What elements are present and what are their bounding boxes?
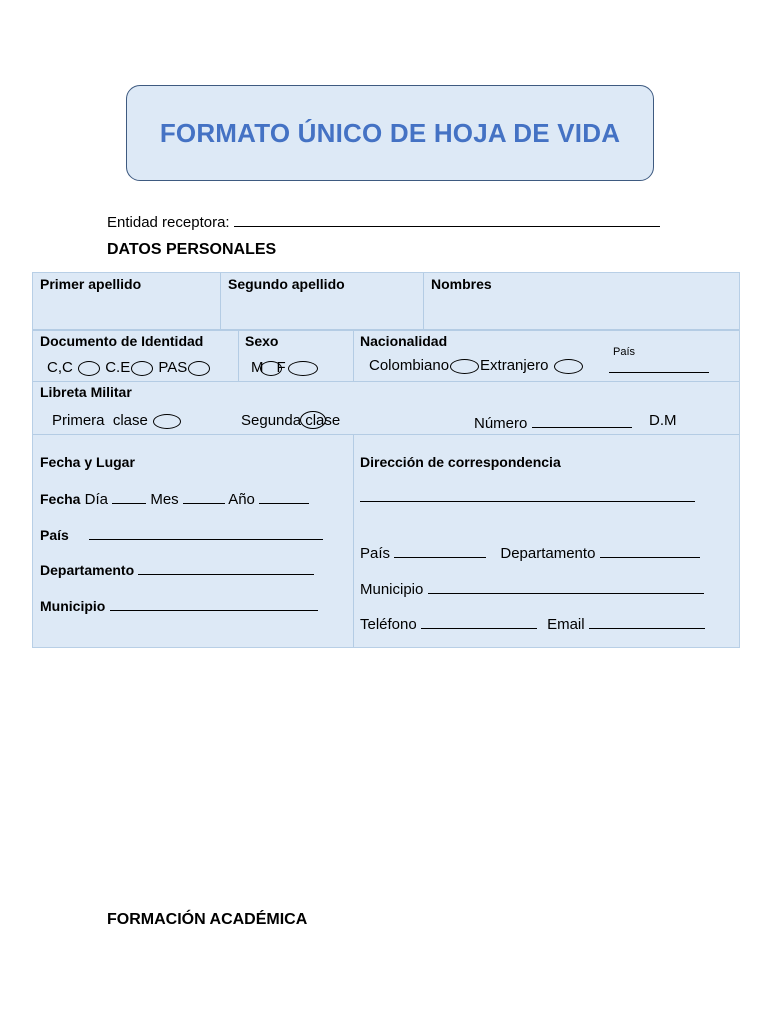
documento-options	[47, 359, 211, 377]
form-title: FORMATO ÚNICO DE HOJA DE VIDA	[159, 117, 621, 148]
numero-line[interactable]	[532, 412, 632, 428]
corr-departamento-label: Departamento	[500, 545, 596, 562]
doc-ce-label: C.E	[105, 359, 131, 376]
extranjero-label: Extranjero	[480, 357, 549, 374]
extranjero-radio[interactable]	[554, 359, 583, 374]
direccion-line[interactable]	[360, 486, 695, 502]
segunda-clase-radio[interactable]	[300, 411, 326, 429]
section-formacion-academica: FORMACIÓN ACADÉMICA	[107, 911, 308, 928]
correspondencia-pais-depto	[360, 542, 700, 563]
nombres-label: Nombres	[431, 276, 492, 292]
pais-nacimiento-line[interactable]	[89, 524, 323, 540]
corr-municipio-field[interactable]	[360, 578, 704, 599]
mes-label: Mes	[150, 491, 179, 508]
section-datos-personales: DATOS PERSONALES	[107, 241, 277, 258]
direccion-field[interactable]	[360, 486, 695, 507]
corr-telefono-email	[360, 613, 705, 634]
primera-clase-label: Primera clase	[52, 412, 148, 429]
fecha-lugar-label: Fecha y Lugar	[40, 454, 135, 470]
segunda-clase-label: Segunda clase	[241, 412, 341, 429]
corr-email-label: Email	[547, 616, 585, 633]
corr-pais-line[interactable]	[394, 542, 486, 558]
corr-pais-label: País	[360, 545, 391, 562]
libreta-militar-label: Libreta Militar	[40, 384, 132, 400]
doc-pas-label: PAS	[158, 359, 188, 376]
pais-small-label: País	[613, 346, 636, 358]
sexo-options	[251, 359, 319, 377]
colombiano-radio[interactable]	[450, 359, 479, 374]
doc-ce-radio[interactable]	[131, 361, 153, 376]
corr-municipio-label: Municipio	[360, 581, 424, 598]
corr-municipio-line[interactable]	[428, 578, 704, 594]
corr-telefono-line[interactable]	[421, 613, 537, 629]
pais-nacimiento-label: País	[40, 527, 69, 543]
corr-email-line[interactable]	[589, 613, 705, 629]
corr-departamento-line[interactable]	[600, 542, 700, 558]
ano-line[interactable]	[259, 488, 309, 504]
sexo-m-label: M	[251, 359, 264, 376]
municipio-nacimiento-field[interactable]	[40, 595, 318, 616]
municipio-nacimiento-label: Municipio	[40, 598, 106, 614]
fecha-label: Fecha	[40, 491, 81, 507]
divider-row3	[33, 434, 739, 435]
sexo-f-label: F	[276, 359, 286, 376]
primera-clase-option	[52, 412, 182, 430]
entidad-field[interactable]	[107, 211, 660, 231]
corr-telefono-label: Teléfono	[360, 616, 417, 633]
municipio-nacimiento-line[interactable]	[110, 595, 318, 611]
doc-cc-label: C,C	[47, 359, 73, 376]
departamento-nacimiento-line[interactable]	[138, 559, 314, 575]
divider-col-d	[353, 331, 354, 381]
pais-nacionalidad-line[interactable]	[609, 357, 709, 373]
divider-col-c	[238, 331, 239, 381]
title-box	[126, 85, 654, 181]
pais-nacimiento-field[interactable]	[40, 524, 323, 545]
segundo-apellido-label: Segundo apellido	[228, 276, 345, 292]
datos-personales-form	[32, 272, 740, 648]
divider-col-a	[220, 273, 221, 329]
doc-pas-radio[interactable]	[188, 361, 210, 376]
departamento-nacimiento-label: Departamento	[40, 562, 135, 578]
dia-line[interactable]	[112, 488, 146, 504]
sexo-label: Sexo	[245, 333, 279, 349]
sexo-f-radio[interactable]	[288, 361, 318, 376]
pais-nacionalidad-field[interactable]	[609, 357, 709, 378]
fecha-field	[40, 488, 309, 509]
primera-clase-radio[interactable]	[153, 414, 181, 429]
entidad-label: Entidad receptora:	[107, 214, 230, 231]
nacionalidad-options	[369, 357, 584, 375]
dm-label: D.M	[649, 412, 677, 429]
entidad-line[interactable]	[234, 211, 660, 227]
mes-line[interactable]	[183, 488, 225, 504]
nacionalidad-label: Nacionalidad	[360, 333, 448, 349]
numero-field[interactable]	[474, 412, 632, 433]
divider-col-b	[423, 273, 424, 329]
numero-label: Número	[474, 415, 528, 432]
direccion-label: Dirección de correspondencia	[360, 454, 561, 470]
divider-row1	[33, 329, 739, 331]
departamento-nacimiento-field[interactable]	[40, 559, 314, 580]
divider-col-e	[353, 435, 354, 647]
doc-cc-radio[interactable]	[78, 361, 100, 376]
primer-apellido-label: Primer apellido	[40, 276, 142, 292]
ano-label: Año	[228, 491, 255, 508]
colombiano-label: Colombiano	[369, 357, 450, 374]
dia-label: Día	[84, 491, 108, 508]
divider-row2	[33, 381, 739, 382]
documento-label: Documento de Identidad	[40, 333, 204, 349]
